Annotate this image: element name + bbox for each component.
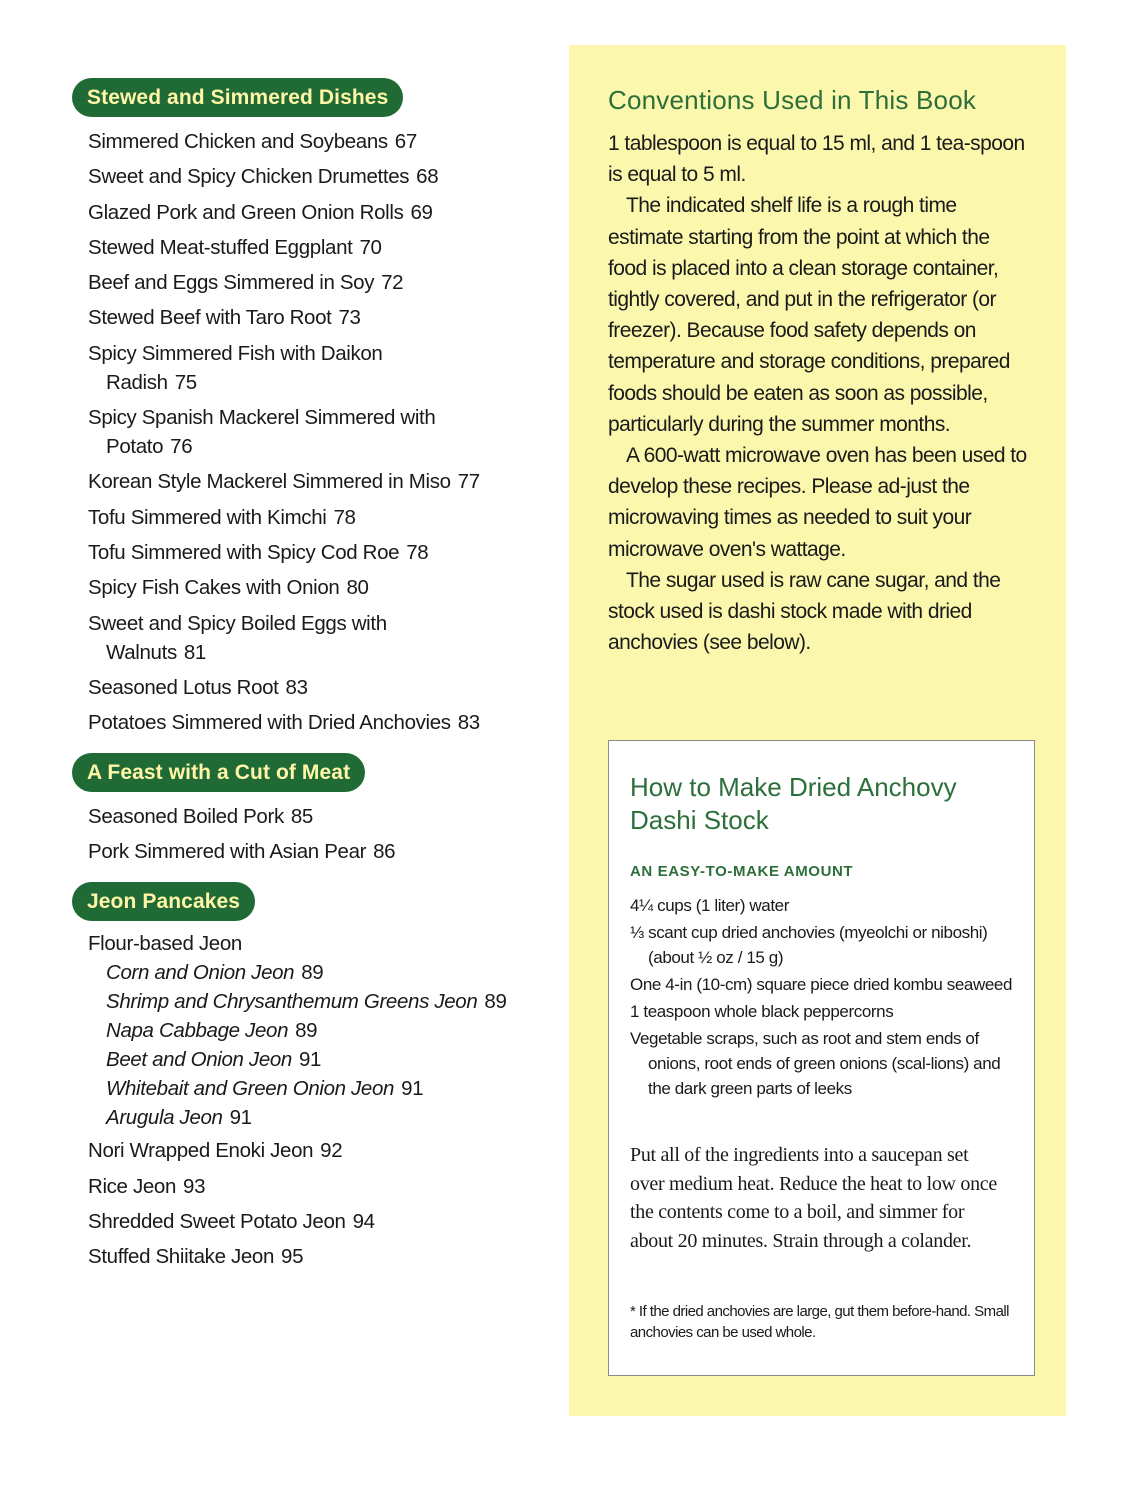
toc-item-label-cont: Potato bbox=[106, 435, 164, 459]
toc-item-page: 91 bbox=[298, 1048, 322, 1072]
toc-item-label: Pork Simmered with Asian Pear bbox=[88, 840, 367, 864]
ingredient: 1 teaspoon whole black peppercorns bbox=[630, 1002, 894, 1021]
section-badge: Stewed and Simmered Dishes bbox=[72, 78, 403, 117]
dashi-recipe-box bbox=[608, 740, 1035, 1376]
conventions-panel bbox=[569, 45, 1066, 1416]
toc-item-label: Stewed Beef with Taro Root bbox=[88, 306, 332, 330]
toc-item[interactable] bbox=[72, 1136, 552, 1165]
section-badge: A Feast with a Cut of Meat bbox=[72, 753, 365, 792]
toc-item-page: 93 bbox=[183, 1174, 206, 1198]
recipe-method: Put all of the ingredients into a saucepan set over medium heat. Reduce the heat to low once the contents come to a boil, and simmer for about 20 minutes. Strain through a colander. bbox=[630, 1144, 997, 1252]
toc-sub-item[interactable] bbox=[72, 987, 552, 1016]
toc-item-page: 73 bbox=[338, 306, 361, 330]
toc-item[interactable] bbox=[72, 1207, 552, 1236]
toc-section-stewed bbox=[72, 78, 552, 737]
toc-item[interactable] bbox=[72, 1242, 552, 1271]
toc-item-label-cont: Radish bbox=[106, 370, 168, 394]
toc-item-label: Stuffed Shiitake Jeon bbox=[88, 1245, 275, 1269]
ingredient: One 4-in (10-cm) square piece dried kombu seaweed bbox=[630, 975, 1012, 994]
toc-item-label-cont: Walnuts bbox=[106, 640, 177, 664]
toc-item[interactable] bbox=[72, 673, 552, 702]
amount-label: AN EASY-TO-MAKE AMOUNT bbox=[630, 863, 854, 880]
toc-item[interactable] bbox=[72, 708, 552, 737]
toc-item-label: Sweet and Spicy Boiled Eggs with bbox=[88, 611, 387, 635]
toc-item[interactable] bbox=[72, 609, 552, 667]
section-badge: Jeon Pancakes bbox=[72, 882, 255, 921]
toc-item-wrap bbox=[88, 368, 552, 397]
toc-list bbox=[72, 802, 552, 866]
toc-item[interactable] bbox=[72, 339, 552, 397]
toc-item-wrap bbox=[88, 432, 552, 461]
toc-item-page: 86 bbox=[373, 840, 396, 864]
toc-item-page: 83 bbox=[457, 711, 480, 735]
toc-item-page: 80 bbox=[346, 576, 369, 600]
toc-item-label: Spicy Fish Cakes with Onion bbox=[88, 576, 340, 600]
conventions-paragraph: The sugar used is raw cane sugar, and the stock used is dashi stock made with dried anchovies (see below). bbox=[608, 568, 1001, 655]
toc-item-label: Seasoned Lotus Root bbox=[88, 675, 279, 699]
toc-item-page: 89 bbox=[301, 961, 324, 985]
table-of-contents bbox=[72, 78, 552, 1287]
toc-item[interactable] bbox=[72, 268, 552, 297]
ingredient: ⅓ scant cup dried anchovies (myeolchi or niboshi) (about ½ oz / 15 g) bbox=[630, 923, 988, 967]
toc-item-label: Beef and Eggs Simmered in Soy bbox=[88, 271, 375, 295]
toc-item[interactable] bbox=[72, 503, 552, 532]
toc-item[interactable] bbox=[72, 467, 552, 496]
conventions-text bbox=[608, 128, 1028, 658]
toc-item[interactable] bbox=[72, 162, 552, 191]
toc-item-label: Spicy Simmered Fish with Daikon bbox=[88, 341, 383, 365]
toc-item[interactable] bbox=[72, 127, 552, 156]
toc-item[interactable] bbox=[72, 538, 552, 567]
toc-sub-item[interactable] bbox=[72, 958, 552, 987]
conventions-paragraph: A 600-watt microwave oven has been used to develop these recipes. Please ad-just the microwaving times as needed to suit your microwave oven's wattage. bbox=[608, 444, 1027, 561]
toc-item-page: 89 bbox=[295, 1019, 318, 1043]
toc-item-label: Shredded Sweet Potato Jeon bbox=[88, 1210, 346, 1234]
toc-item-label: Tofu Simmered with Kimchi bbox=[88, 505, 327, 529]
toc-item-page: 91 bbox=[229, 1106, 252, 1130]
toc-item-page: 92 bbox=[320, 1139, 343, 1163]
toc-item-label: Beet and Onion Jeon bbox=[106, 1048, 292, 1072]
toc-item-label: Seasoned Boiled Pork bbox=[88, 805, 284, 829]
toc-item-label: Glazed Pork and Green Onion Rolls bbox=[88, 200, 404, 224]
toc-section-feast bbox=[72, 753, 552, 866]
toc-item-page: 69 bbox=[410, 200, 433, 224]
toc-item-page: 75 bbox=[174, 370, 197, 394]
toc-section-jeon bbox=[72, 882, 552, 1271]
toc-item-page: 72 bbox=[381, 271, 404, 295]
toc-item-label: Whitebait and Green Onion Jeon bbox=[106, 1077, 395, 1101]
toc-item-label: Stewed Meat-stuffed Eggplant bbox=[88, 235, 353, 259]
recipe-title: How to Make Dried Anchovy Dashi Stock bbox=[630, 772, 957, 835]
toc-item-label: Nori Wrapped Enoki Jeon bbox=[88, 1139, 314, 1163]
toc-item[interactable] bbox=[72, 303, 552, 332]
toc-item-page: 68 bbox=[416, 165, 439, 189]
toc-item-page: 76 bbox=[170, 435, 193, 459]
toc-group bbox=[72, 929, 552, 1132]
toc-item[interactable] bbox=[72, 403, 552, 461]
ingredient: 4¼ cups (1 liter) water bbox=[630, 896, 789, 915]
toc-sub-item[interactable] bbox=[72, 1074, 552, 1103]
toc-item-page: 78 bbox=[333, 505, 356, 529]
toc-item[interactable] bbox=[72, 1172, 552, 1201]
toc-item-page: 67 bbox=[394, 130, 417, 153]
toc-item-label: Simmered Chicken and Soybeans bbox=[88, 130, 388, 153]
toc-item-label: Tofu Simmered with Spicy Cod Roe bbox=[88, 540, 400, 564]
toc-item-label: Rice Jeon bbox=[88, 1174, 177, 1198]
toc-item[interactable] bbox=[72, 198, 552, 227]
toc-item-label: Potatoes Simmered with Dried Anchovies bbox=[88, 711, 451, 735]
toc-item-page: 77 bbox=[457, 470, 480, 494]
toc-item[interactable] bbox=[72, 837, 552, 866]
toc-item-label: Spicy Spanish Mackerel Simmered with bbox=[88, 406, 436, 430]
toc-sub-item[interactable] bbox=[72, 1103, 552, 1132]
ingredient-list bbox=[630, 893, 1020, 1103]
toc-item-page: 83 bbox=[285, 675, 308, 699]
conventions-paragraph: 1 tablespoon is equal to 15 ml, and 1 tea-spoon is equal to 5 ml. bbox=[608, 132, 1025, 187]
toc-sub-item[interactable] bbox=[72, 1045, 552, 1074]
panel-title: Conventions Used in This Book bbox=[608, 85, 977, 115]
toc-item-label: Shrimp and Chrysanthemum Greens Jeon bbox=[106, 990, 478, 1014]
toc-item[interactable] bbox=[72, 573, 552, 602]
conventions-paragraph: The indicated shelf life is a rough time estimate starting from the point at which the food is placed into a clean storage container, tightly covered, and put in the refrigerator (or freezer). Because food safety depends on temperature and storage conditions, prepared foods should be eaten as soon as possible, particularly during the summer months. bbox=[608, 194, 1010, 436]
toc-item-wrap bbox=[88, 638, 552, 667]
toc-group-head: Flour-based Jeon bbox=[88, 932, 242, 956]
toc-item-label: Korean Style Mackerel Simmered in Miso bbox=[88, 470, 451, 494]
toc-item-page: 70 bbox=[359, 235, 382, 259]
toc-list bbox=[72, 1136, 552, 1271]
toc-item-page: 85 bbox=[290, 805, 313, 829]
toc-item-page: 81 bbox=[183, 640, 206, 664]
toc-item-label: Sweet and Spicy Chicken Drumettes bbox=[88, 165, 410, 189]
toc-list bbox=[72, 127, 552, 737]
toc-item-page: 89 bbox=[484, 990, 507, 1014]
toc-item-label: Corn and Onion Jeon bbox=[106, 961, 295, 985]
toc-item-page: 95 bbox=[281, 1245, 304, 1269]
toc-item-label: Napa Cabbage Jeon bbox=[106, 1019, 289, 1043]
toc-item-page: 94 bbox=[352, 1210, 375, 1234]
toc-item[interactable] bbox=[72, 233, 552, 262]
toc-item[interactable] bbox=[72, 802, 552, 831]
toc-item-page: 78 bbox=[406, 540, 429, 564]
toc-item-page: 91 bbox=[401, 1077, 424, 1101]
recipe-note: * If the dried anchovies are large, gut them before-hand. Small anchovies can be used whole. bbox=[630, 1303, 1009, 1341]
ingredient: Vegetable scraps, such as root and stem ends of onions, root ends of green onions (scal-lions) and the dark green parts of leeks bbox=[630, 1029, 1001, 1098]
toc-item-label: Arugula Jeon bbox=[106, 1106, 223, 1130]
toc-sub-item[interactable] bbox=[72, 1016, 552, 1045]
